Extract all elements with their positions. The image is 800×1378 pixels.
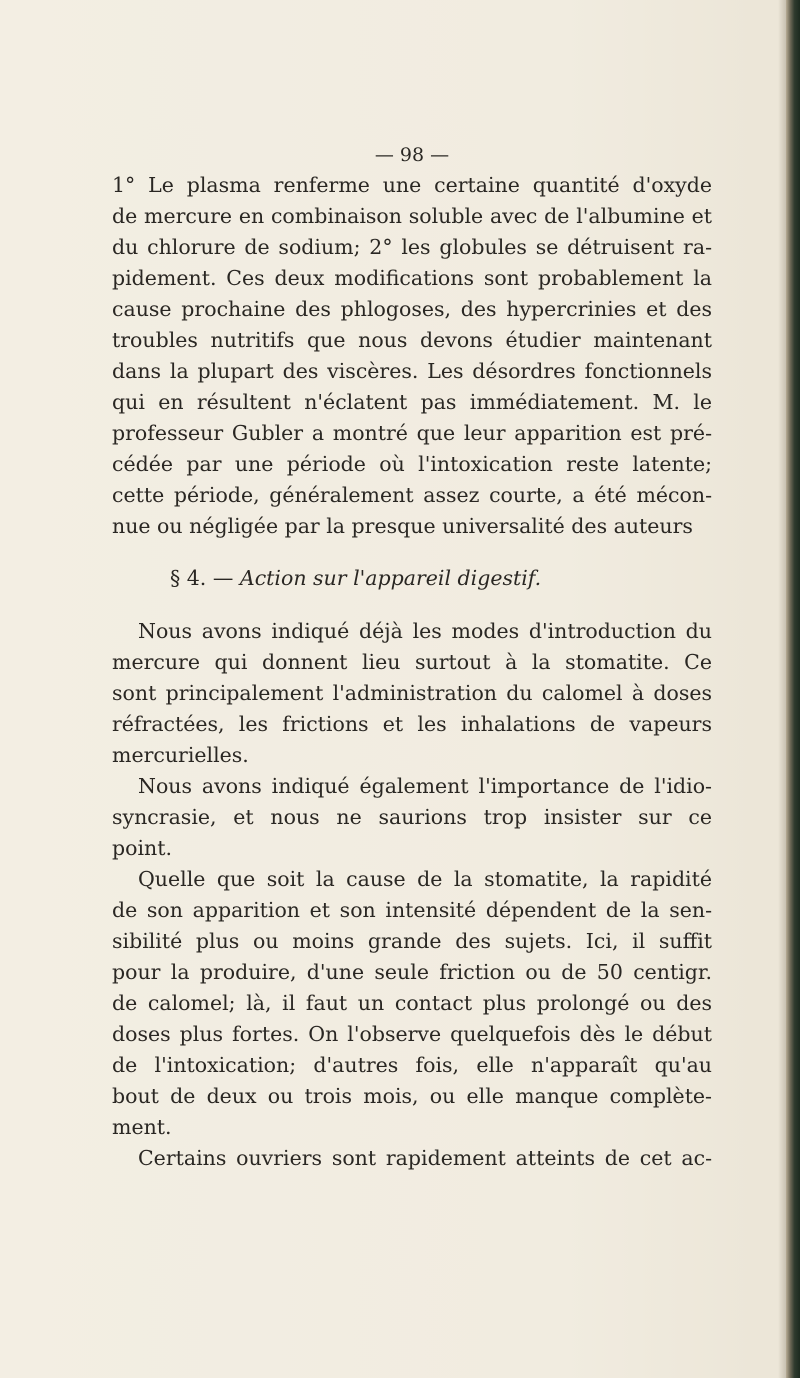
text-line: nue ou négligée par la presque universalité des auteurs <box>112 514 693 538</box>
page-text <box>112 142 712 1174</box>
text-line: de calomel; là, il faut un contact plus prolongé ou des <box>112 991 712 1015</box>
page-number: — 98 — <box>374 144 450 166</box>
text-line: point. <box>112 836 172 860</box>
text-line: ment. <box>112 1115 172 1139</box>
text-line: 1° Le plasma renferme une certaine quantité d'oxyde <box>112 173 712 197</box>
section-title: Action sur l'appareil digestif. <box>239 566 542 590</box>
text-line: du chlorure de sodium; 2° les globules se détruisent ra- <box>112 235 712 259</box>
paragraph-1 <box>112 170 712 542</box>
text-line: sont principalement l'administration du calomel à doses <box>112 681 712 705</box>
text-line: cette période, généralement assez courte, a été mécon- <box>112 483 712 507</box>
text-line: mercurielles. <box>112 743 249 767</box>
text-line: cause prochaine des phlogoses, des hypercrinies et des <box>112 297 712 321</box>
page-edge <box>786 0 800 1378</box>
text-line: bout de deux ou trois mois, ou elle manque complète- <box>112 1084 712 1108</box>
section-heading <box>112 548 712 608</box>
paragraph-4 <box>112 864 712 1143</box>
text-line: Nous avons indiqué déjà les modes d'introduction du <box>138 619 712 643</box>
text-line: Quelle que soit la cause de la stomatite, la rapidité <box>138 867 712 891</box>
paragraph-3 <box>112 771 712 864</box>
section-dash: — <box>212 566 234 590</box>
text-line: dans la plupart des viscères. Les désordres fonctionnels <box>112 359 712 383</box>
text-line: sibilité plus ou moins grande des sujets. Ici, il suffit <box>112 929 712 953</box>
text-line: réfractées, les frictions et les inhalations de vapeurs <box>112 712 712 736</box>
text-line: troubles nutritifs que nous devons étudier maintenant <box>112 328 712 352</box>
text-line: de son apparition et son intensité dépendent de la sen- <box>112 898 712 922</box>
text-line: qui en résultent n'éclatent pas immédiatement. M. le <box>112 390 712 414</box>
text-line: mercure qui donnent lieu surtout à la stomatite. Ce <box>112 650 712 674</box>
text-line: syncrasie, et nous ne saurions trop insister sur ce <box>112 805 712 829</box>
text-line: doses plus fortes. On l'observe quelquefois dès le début <box>112 1022 712 1046</box>
paragraph-5 <box>112 1143 712 1174</box>
text-line: Certains ouvriers sont rapidement atteints de cet ac- <box>138 1146 712 1170</box>
text-line: pidement. Ces deux modifications sont probablement la <box>112 266 712 290</box>
paragraph-2 <box>112 616 712 771</box>
section-number: § 4. <box>170 566 207 590</box>
text-line: professeur Gubler a montré que leur apparition est pré- <box>112 421 712 445</box>
text-line: pour la produire, d'une seule friction ou de 50 centigr. <box>112 960 712 984</box>
page-edge-shadow <box>778 0 786 1378</box>
text-line: Nous avons indiqué également l'importance de l'idio- <box>138 774 712 798</box>
text-line: cédée par une période où l'intoxication reste latente; <box>112 452 712 476</box>
text-line: de l'intoxication; d'autres fois, elle n'apparaît qu'au <box>112 1053 712 1077</box>
text-line: de mercure en combinaison soluble avec de l'albumine et <box>112 204 712 228</box>
